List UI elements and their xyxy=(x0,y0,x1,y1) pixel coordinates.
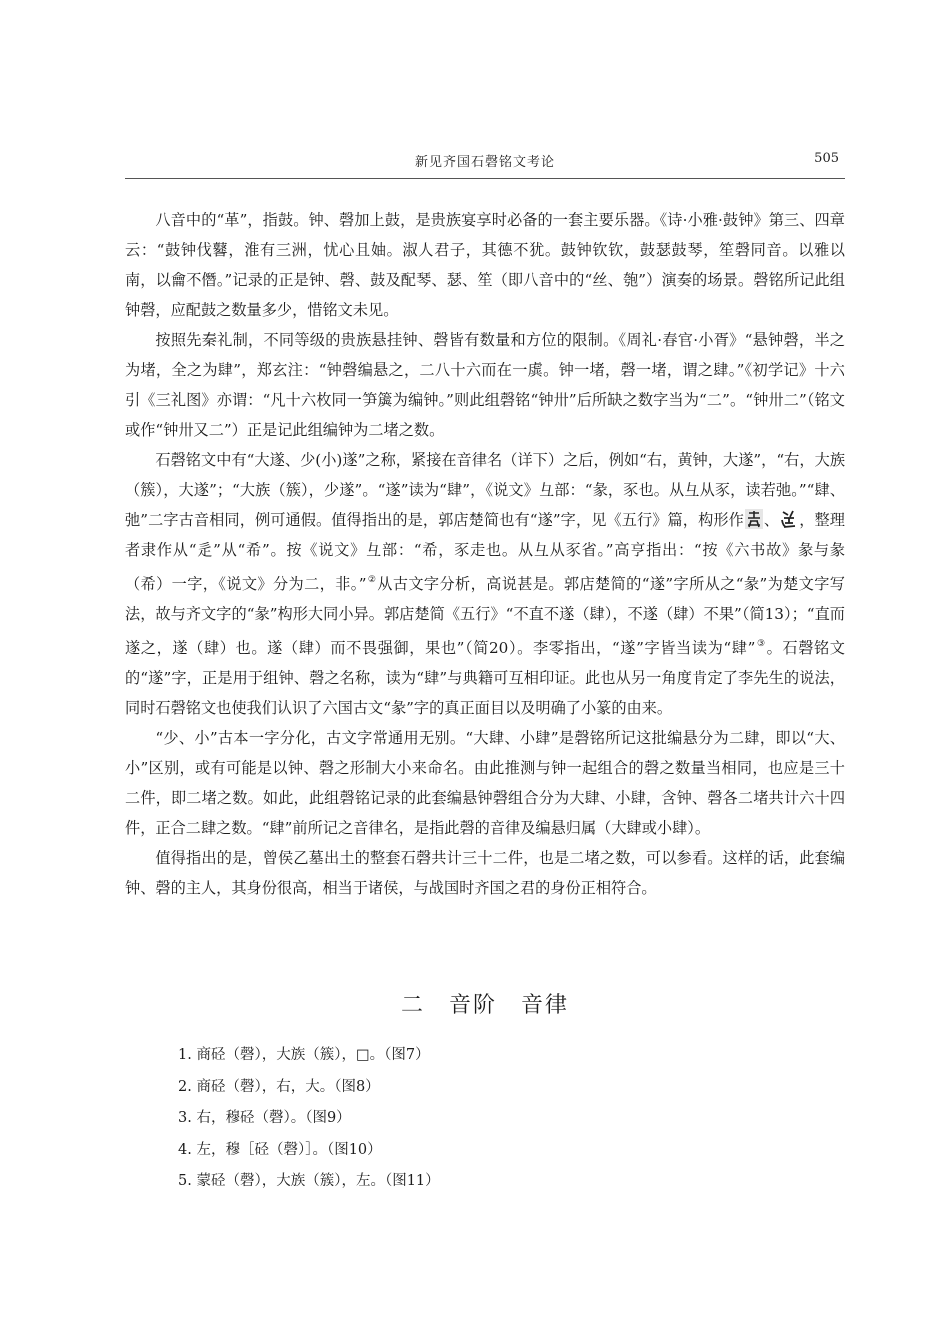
list-item: 5. 蒙硁（磬），大族（簇），左。（图11） xyxy=(178,1173,440,1189)
seal-character-glyph-2 xyxy=(780,509,798,529)
footnote-marker-3[interactable]: ③ xyxy=(756,639,766,649)
paragraph-3-part-b: ，整理者隶作从“辵”从“希”。按《说文》彑部：“希，豕走也。从彑从豕省。”高亨指出：“按《六书故》彖与彖（希）一字，《说文》分为二，非。” xyxy=(125,511,845,593)
paragraph-2: 按照先秦礼制，不同等级的贵族悬挂钟、磬皆有数量和方位的限制。《周礼·春官·小胥》“悬钟磬，半之为堵，全之为肆”，郑玄注：“钟磬编悬之，二八十六而在一虡。钟一堵，磬一堵，谓之肆。”《初学记》十六引《三礼图》亦谓：“凡十六枚同一笋簴为编钟。”则此组磬铭“钟卅”后所缺之数字当为“二”。“钟卅二”（铭文或作“钟卅又二”）正是记此组编钟为二堵之数。 xyxy=(125,331,845,439)
list-item: 2. 商硁（磬），右，大。（图8） xyxy=(178,1078,380,1095)
section-title-part-2: 音律 xyxy=(521,993,570,1018)
page-number: 505 xyxy=(814,151,839,166)
body-text xyxy=(125,205,845,903)
seal-character-glyph-1 xyxy=(745,509,763,529)
list-item: 3. 右，穆硁（磬）。（图9） xyxy=(178,1110,351,1126)
paragraph-5: 值得指出的是，曾侯乙墓出土的整套石磬共计三十二件，也是二堵之数，可以参看。这样的话，此套编钟、磬的主人，其身份很高，相当于诸侯，与战国时齐国之君的身份正相符合。 xyxy=(125,849,845,897)
list-item: 4. 左，穆［硁（磬）］。（图10） xyxy=(178,1141,382,1158)
paragraph-4: “少、小”古本一字分化，古文字常通用无别。“大肆、小肆”是磬铭所记这批编悬分为二肆，即以“大、小”区别，或有可能是以钟、磬之形制大小来命名。由此推测与钟一起组合的磬之数量当相同，也应是三十二件，即二堵之数。如此，此组磬铭记录的此套编悬钟磬组合分为大肆、小肆，含钟、磬各二堵共计六十四件，正合二肆之数。“肆”前所记之音律名，是指此磬的音律及编悬归属（大肆或小肆）。 xyxy=(125,729,845,837)
running-head xyxy=(125,148,845,179)
paragraph-3-part-d: 。石磬铭文的“遂”字，正是用于组钟、磬之名称，读为“肆”与典籍可互相印证。此也从另一角度肯定了李先生的说法，同时石磬铭文也使我们认识了六国古文“彖”字的真正面目以及明确了小篆的由来。 xyxy=(125,639,845,717)
footnote-marker-2[interactable]: ② xyxy=(367,575,377,585)
paragraph-3 xyxy=(125,445,845,723)
paragraph-1: 八音中的“革”，指鼓。钟、磬加上鼓，是贵族宴享时必备的一套主要乐器。《诗·小雅·鼓钟》第三、四章云：“鼓钟伐鼛，淮有三洲，忧心且妯。淑人君子，其德不犹。鼓钟钦钦，鼓瑟鼓琴，笙磬同音。以雅以南，以龠不僭。”记录的正是钟、磬、鼓及配琴、瑟、笙（即八音中的“丝、匏”）演奏的场景。磬铭所记此组钟磬，应配鼓之数量多少，惜铭文未见。 xyxy=(125,211,845,319)
paragraph-3-part-c: 从古文字分析，高说甚是。郭店楚简的“遂”字所从之“彖”为楚文字写法，故与齐文字的“彖”构形大同小异。郭店楚简《五行》“不直不遂（肆），不遂（肆）不果”（简13）；“直而遂之，遂（肆）也。遂（肆）而不畏强御，果也”（简20）。李零指出，“遂”字皆当读为“肆” xyxy=(125,575,845,657)
inscription-list xyxy=(178,1040,818,1198)
paragraph-3-part-a: 石磬铭文中有“大遂、少(小)遂”之称，紧接在音律名（详下）之后，例如“右，黄钟，大遂”，“右，大族（簇），大遂”；“大族（簇），少遂”。“遂”读为“肆”，《说文》彑部：“彖，豕也。从彑从豕，读若弛。”“肆、弛”二字古音相同，例可通假。值得指出的是，郭店楚简也有“遂”字，见《五行》篇，构形作 xyxy=(125,451,846,529)
running-title: 新见齐国石磬铭文考论 xyxy=(414,155,555,170)
section-heading xyxy=(125,988,845,1019)
section-title-part-1: 音阶 xyxy=(448,993,497,1018)
section-number: 二 xyxy=(400,993,425,1018)
glyph-separator: 、 xyxy=(763,511,780,529)
list-item: 1. 商硁（磬），大族（簇），□。（图7） xyxy=(178,1047,430,1063)
